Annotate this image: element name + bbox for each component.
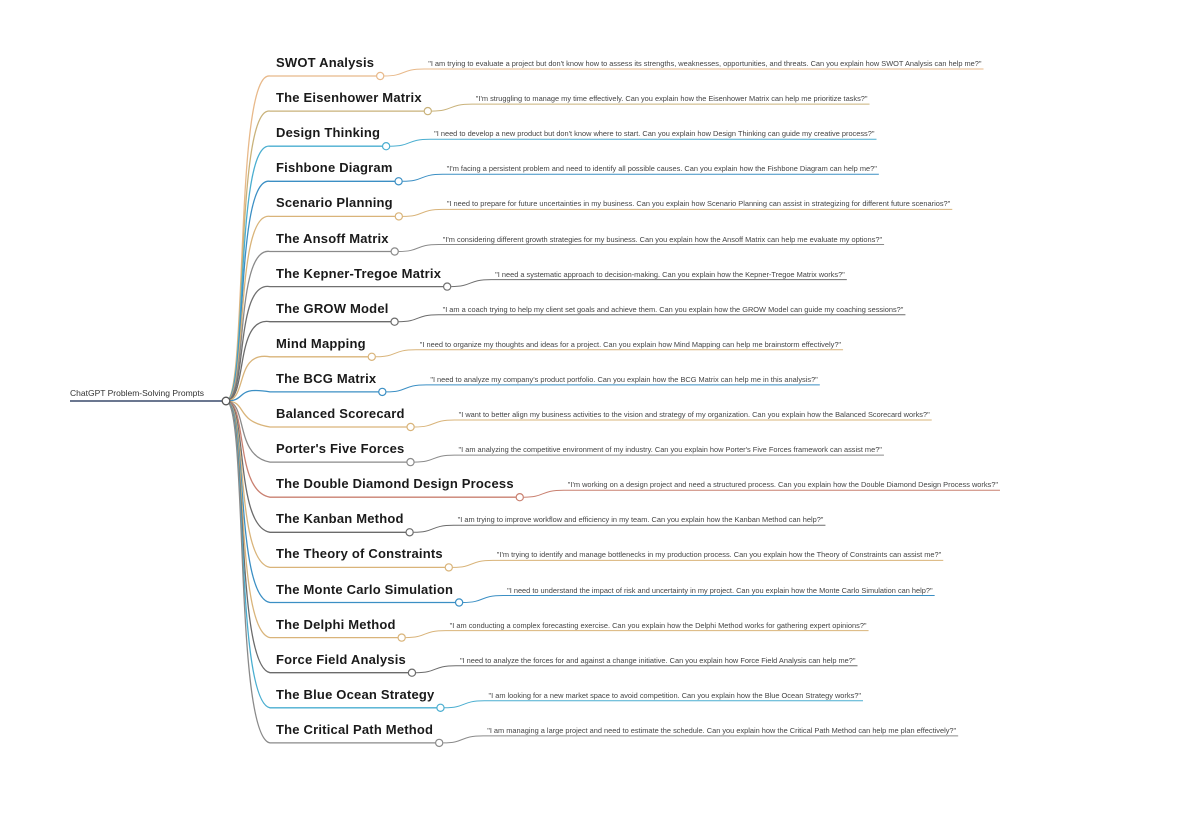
prompt-text: "I need to organize my thoughts and ideas for a project. Can you explain how Mind Mapping can help me brainstorm effectively?" xyxy=(419,339,842,349)
prompt-text: "I'm working on a design project and need a structured process. Can you explain how the Double Diamond Design Process works?" xyxy=(567,480,998,490)
prompt-text: "I'm considering different growth strategies for my business. Can you explain how the Ansoff Matrix can help me evaluate my options?" xyxy=(442,234,883,244)
collapse-node-icon[interactable] xyxy=(456,599,463,606)
collapse-node-icon[interactable] xyxy=(368,353,375,360)
branch-connector xyxy=(226,181,399,401)
topic-label[interactable]: Balanced Scorecard xyxy=(276,406,405,421)
topic-label[interactable]: SWOT Analysis xyxy=(276,55,375,70)
root-node-label: ChatGPT Problem-Solving Prompts xyxy=(70,388,205,398)
topic-label[interactable]: The GROW Model xyxy=(276,300,389,316)
prompt-text: "I am managing a large project and need to estimate the schedule. Can you explain how the Critical Path Method can help me plan effectively?" xyxy=(487,725,957,735)
root-node-icon[interactable] xyxy=(222,397,230,405)
collapse-node-icon[interactable] xyxy=(516,494,523,501)
topic-label[interactable]: The Kepner-Tregoe Matrix xyxy=(276,265,442,281)
prompt-text: "I am looking for a new market space to avoid competition. Can you explain how the Blue Ocean Strategy works?" xyxy=(488,690,861,700)
collapse-node-icon[interactable] xyxy=(424,108,431,115)
collapse-node-icon[interactable] xyxy=(408,669,415,676)
collapse-node-icon[interactable] xyxy=(436,739,443,746)
prompt-connector xyxy=(399,315,906,322)
prompt-text: "I need to prepare for future uncertainties in my business. Can you explain how Scenario Planning can assist in strategizing for different future scenarios?" xyxy=(446,199,951,209)
prompt-text: "I'm trying to identify and manage bottlenecks in my production process. Can you explain how the Theory of Constraints can assist me?" xyxy=(496,550,942,560)
prompt-text: "I'm facing a persistent problem and need to identify all possible causes. Can you explain how the Fishbone Diagram can help me?" xyxy=(446,164,877,174)
prompt-text: "I need to develop a new product but don't know where to start. Can you explain how Design Thinking can guide my creative process?" xyxy=(434,129,875,139)
topic-label[interactable]: The Ansoff Matrix xyxy=(276,230,389,246)
prompt-connector xyxy=(416,666,858,673)
topic-label[interactable]: Porter's Five Forces xyxy=(276,441,405,457)
prompt-text: "I need to analyze my company's product portfolio. Can you explain how the BCG Matrix can help me in this analysis?" xyxy=(430,374,818,384)
topic-label[interactable]: The Theory of Constraints xyxy=(276,546,443,562)
collapse-node-icon[interactable] xyxy=(406,529,413,536)
prompt-connector xyxy=(414,525,826,532)
prompt-connector xyxy=(451,280,847,287)
topic-label[interactable]: Scenario Planning xyxy=(276,195,393,211)
prompt-text: "I need to analyze the forces for and against a change initiative. Can you explain how Force Field Analysis can help me?" xyxy=(459,655,856,665)
topic-label[interactable]: Design Thinking xyxy=(276,125,381,141)
prompt-connector xyxy=(390,139,876,146)
prompt-connector xyxy=(384,69,983,76)
topic-label[interactable]: Fishbone Diagram xyxy=(276,160,393,176)
collapse-node-icon[interactable] xyxy=(391,248,398,255)
topic-label[interactable]: The Kanban Method xyxy=(276,511,404,527)
topic-label[interactable]: The Monte Carlo Simulation xyxy=(276,581,454,597)
prompt-text: "I am trying to improve workflow and efficiency in my team. Can you explain how the Kanban Method can help?" xyxy=(457,515,824,525)
prompt-text: "I am a coach trying to help my client set goals and achieve them. Can you explain how the GROW Model can guide my coaching sessions?" xyxy=(442,304,904,314)
prompt-text: "I am trying to evaluate a project but don't know how to assess its strengths, weaknesses, opportunities, and threats. Can you explain how SWOT Analysis can help me?" xyxy=(428,59,982,68)
branch-connector xyxy=(226,401,459,603)
prompt-text: "I am conducting a complex forecasting exercise. Can you explain how the Delphi Method works for gathering expert opinions?" xyxy=(449,620,867,630)
topic-label[interactable]: The Delphi Method xyxy=(276,616,396,632)
collapse-node-icon[interactable] xyxy=(445,564,452,571)
prompt-connector xyxy=(524,490,1000,497)
topic-label[interactable]: The Blue Ocean Strategy xyxy=(276,686,435,702)
prompt-connector xyxy=(414,455,883,462)
collapse-node-icon[interactable] xyxy=(407,459,414,466)
prompt-connector xyxy=(453,560,943,567)
prompt-connector xyxy=(386,385,819,392)
prompt-text: "I'm struggling to manage my time effectively. Can you explain how the Eisenhower Matrix can help me prioritize tasks?" xyxy=(475,94,868,104)
topic-label[interactable]: The BCG Matrix xyxy=(276,370,377,386)
prompt-connector xyxy=(403,174,879,181)
prompt-connector xyxy=(376,350,843,357)
topic-label[interactable]: The Critical Path Method xyxy=(276,721,434,737)
prompt-text: "I want to better align my business activities to the vision and strategy of my organization. Can you explain how the Balanced Scorecard works?" xyxy=(458,410,930,419)
prompt-connector xyxy=(399,245,884,252)
collapse-node-icon[interactable] xyxy=(437,704,444,711)
collapse-node-icon[interactable] xyxy=(377,72,384,79)
prompt-connector xyxy=(403,209,952,216)
topic-label[interactable]: Force Field Analysis xyxy=(276,651,406,667)
collapse-node-icon[interactable] xyxy=(379,388,386,395)
collapse-node-icon[interactable] xyxy=(407,423,414,430)
prompt-text: "I need a systematic approach to decision-making. Can you explain how the Kepner-Tregoe Matrix works?" xyxy=(495,269,845,279)
prompt-connector xyxy=(432,104,870,111)
collapse-node-icon[interactable] xyxy=(398,634,405,641)
collapse-node-icon[interactable] xyxy=(395,178,402,185)
collapse-node-icon[interactable] xyxy=(444,283,451,290)
prompt-connector xyxy=(463,596,935,603)
topic-label[interactable]: The Double Diamond Design Process xyxy=(276,476,514,492)
prompt-text: "I need to understand the impact of risk and uncertainty in my project. Can you explain how the Monte Carlo Simulation can help?" xyxy=(507,585,933,595)
prompt-connector xyxy=(406,631,869,638)
prompt-text: "I am analyzing the competitive environment of my industry. Can you explain how Porter's Five Forces framework can assist me?" xyxy=(458,445,882,455)
prompt-connector xyxy=(443,736,958,743)
prompt-connector xyxy=(415,420,932,427)
topic-label[interactable]: Mind Mapping xyxy=(276,335,366,351)
collapse-node-icon[interactable] xyxy=(383,143,390,150)
collapse-node-icon[interactable] xyxy=(395,213,402,220)
topic-label[interactable]: The Eisenhower Matrix xyxy=(276,90,422,106)
prompt-connector xyxy=(444,701,863,708)
branch-connector xyxy=(226,390,382,401)
collapse-node-icon[interactable] xyxy=(391,318,398,325)
